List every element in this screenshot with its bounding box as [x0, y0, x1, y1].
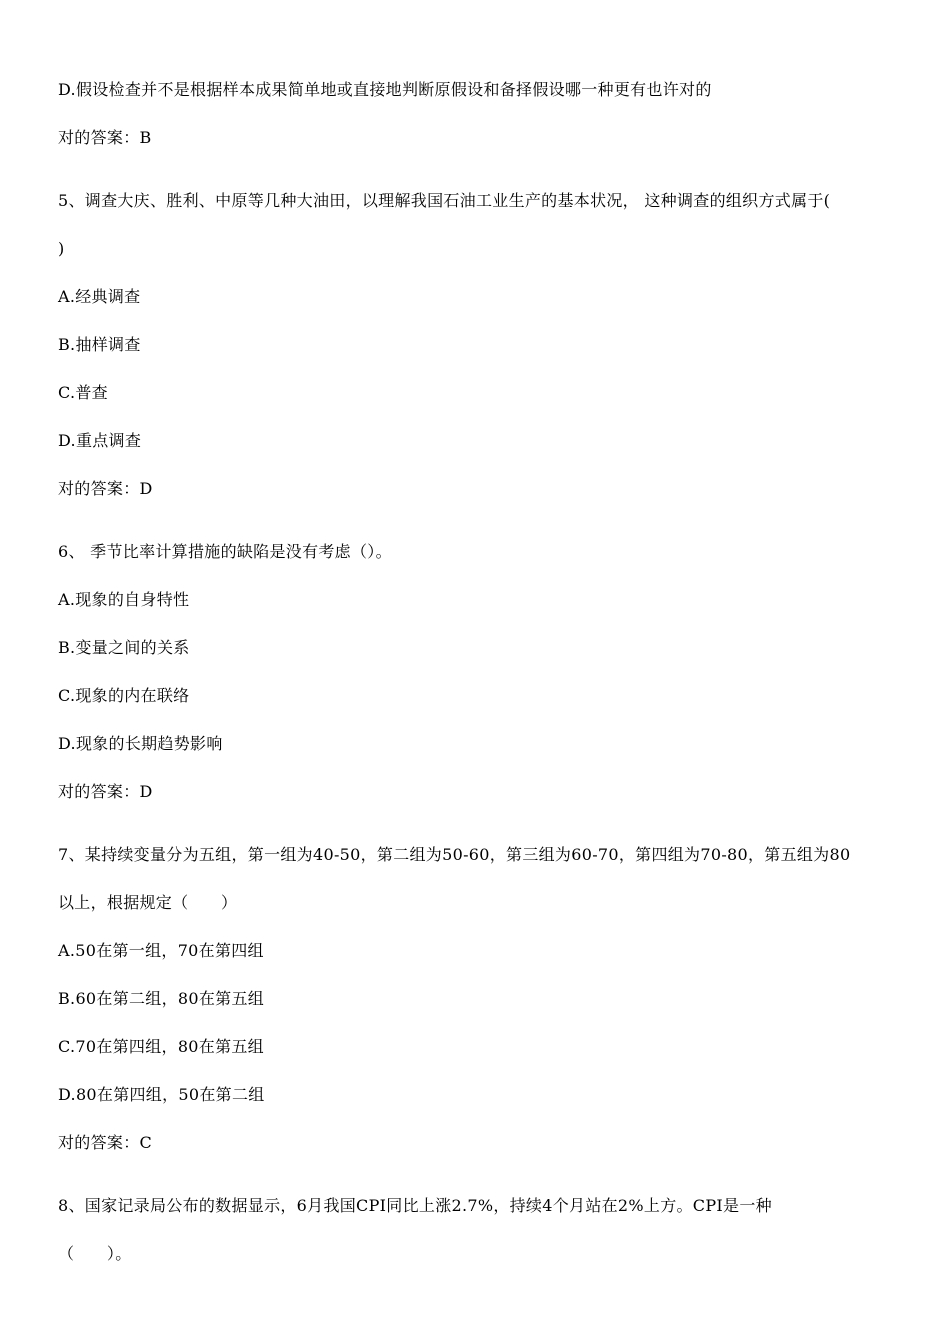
- q6-option-a: A.现象的自身特性: [58, 590, 190, 609]
- q7-stem-cont: 以上，根据规定（ ）: [58, 893, 238, 912]
- q6-option-d: D.现象的长期趋势影响: [58, 734, 223, 753]
- q8-stem-cont: （ ）。: [58, 1244, 132, 1263]
- q7-option-a: A.50在第一组，70在第四组: [58, 941, 264, 960]
- q5-stem: 5、调查大庆、胜利、中原等几种大油田，以理解我国石油工业生产的基本状况， 这种调查的组织方式属于(: [58, 191, 831, 210]
- q6-option-b: B.变量之间的关系: [58, 638, 190, 657]
- q5-option-c: C.普查: [58, 383, 108, 402]
- q6-option-c: C.现象的内在联络: [58, 686, 190, 705]
- q5-option-a: A.经典调查: [58, 287, 141, 306]
- q4-answer: 对的答案：B: [58, 128, 152, 147]
- q5-answer: 对的答案：D: [58, 479, 153, 498]
- q6-stem: 6、 季节比率计算措施的缺陷是没有考虑（）。: [58, 542, 392, 561]
- q8-stem: 8、国家记录局公布的数据显示，6月我国CPI同比上涨2.7%，持续4个月站在2%上方。CPI是一种: [58, 1196, 772, 1215]
- q4-option-d: D.假设检查并不是根据样本成果简单地或直接地判断原假设和备择假设哪一种更有也许对的: [58, 80, 712, 99]
- q7-option-b: B.60在第二组，80在第五组: [58, 989, 265, 1008]
- q5-option-d: D.重点调查: [58, 431, 142, 450]
- q7-answer: 对的答案：C: [58, 1133, 153, 1152]
- q7-option-c: C.70在第四组，80在第五组: [58, 1037, 264, 1056]
- q7-option-d: D.80在第四组，50在第二组: [58, 1085, 265, 1104]
- q6-answer: 对的答案：D: [58, 782, 153, 801]
- q5-option-b: B.抽样调查: [58, 335, 141, 354]
- q7-stem: 7、某持续变量分为五组，第一组为40-50，第二组为50-60，第三组为60-70，第四组为70-80，第五组为80: [58, 845, 851, 864]
- q5-stem-cont: ): [58, 239, 65, 258]
